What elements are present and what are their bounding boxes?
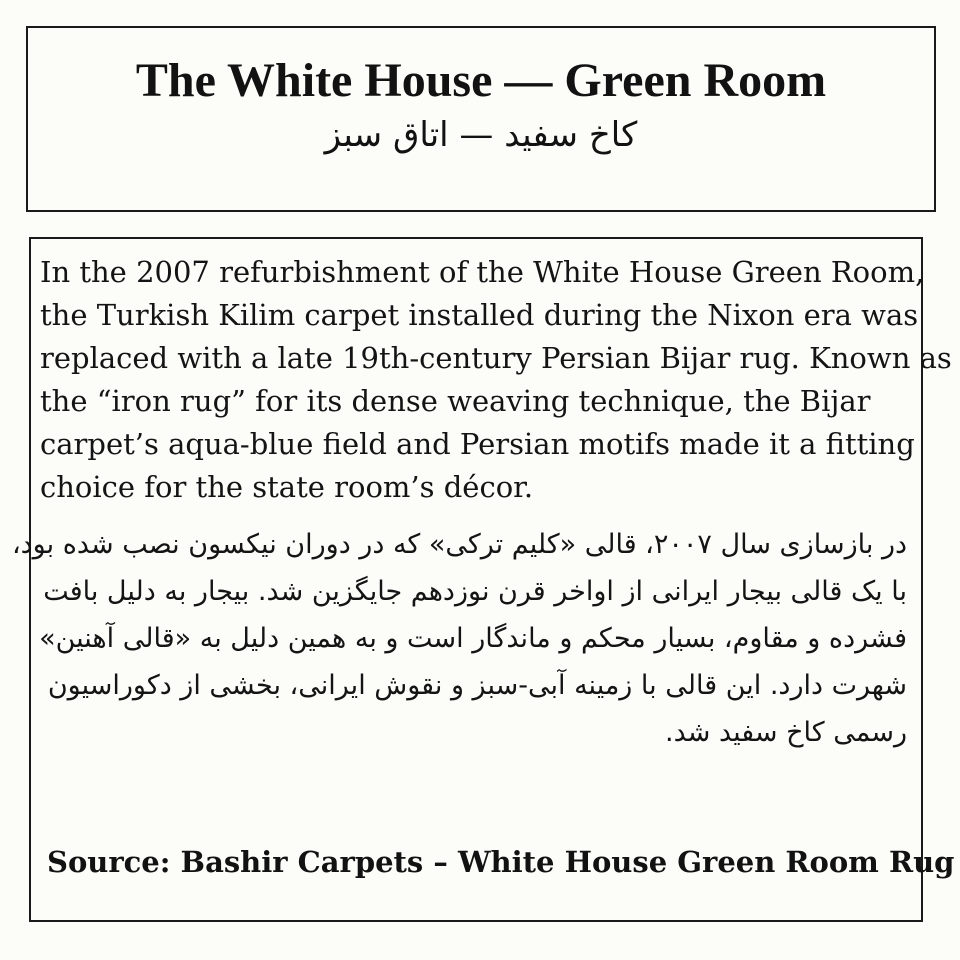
paragraph-persian-line: شهرت دارد. این قالی با زمینه آبی-سبز و نقوش ایرانی، بخشی از دکوراسیون xyxy=(47,670,907,701)
page-title-persian: کاخ سفید — اتاق سبز xyxy=(324,115,638,155)
paragraph-english-line: choice for the state room’s décor. xyxy=(40,470,534,504)
paragraph-english-line: In the 2007 refurbishment of the White House Green Room, xyxy=(40,255,925,289)
paragraph-english-line: the Turkish Kilim carpet installed during the Nixon era was xyxy=(40,298,919,332)
paragraph-persian-line: در بازسازی سال ۲۰۰۷، قالی «کلیم ترکی» که در دوران نیکسون نصب شده بود، xyxy=(11,529,907,560)
paragraph-persian-line: فشرده و مقاوم، بسیار محکم و ماندگار است و به همین دلیل به «قالی آهنین» xyxy=(39,623,907,654)
page-title-english: The White House — Green Room xyxy=(135,54,827,107)
header-card xyxy=(26,26,936,212)
source-attribution: Source: Bashir Carpets – White House Green Room Rug xyxy=(47,845,955,879)
paragraph-english-line: the “iron rug” for its dense weaving technique, the Bijar xyxy=(40,384,871,418)
paragraph-english xyxy=(40,251,952,509)
paragraph-persian-line: با یک قالی بیجار ایرانی از اواخر قرن نوزدهم جایگزین شد. بیجار به دلیل بافت xyxy=(43,576,907,607)
content-card xyxy=(11,237,955,922)
paragraph-english-line: carpet’s aqua-blue field and Persian motifs made it a fitting xyxy=(40,427,915,461)
paragraph-persian xyxy=(11,521,907,756)
paragraph-english-line: replaced with a late 19th-century Persian Bijar rug. Known as xyxy=(40,341,952,375)
paragraph-persian-line: رسمی کاخ سفید شد. xyxy=(664,717,907,748)
